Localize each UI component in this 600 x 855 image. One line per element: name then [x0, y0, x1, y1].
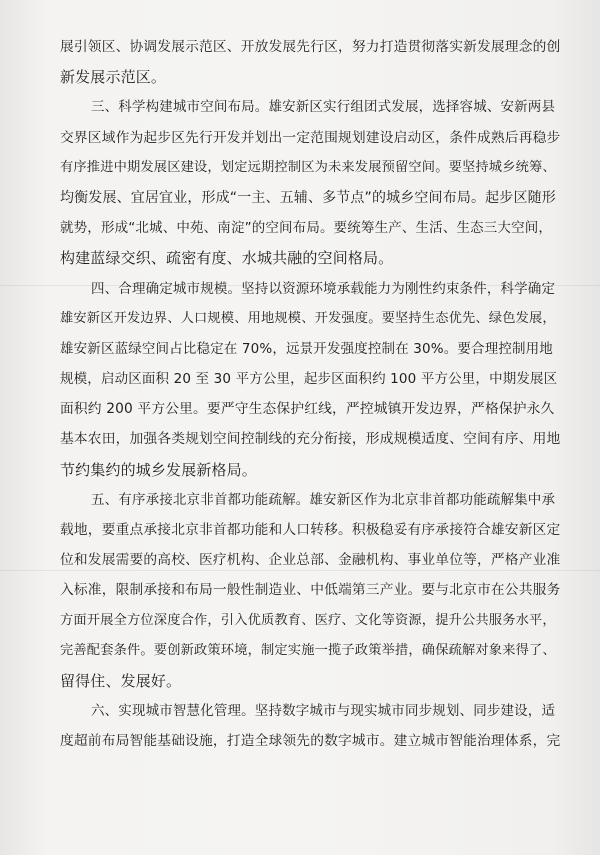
section-5-heading-line: 五、有序承接北京非首都功能疏解。雄安新区作为北京非首都功能疏解集中承: [91, 491, 556, 508]
text-line: 载地，要重点承接北京非首都功能和人口转移。积极稳妥有序承接符合雄安新区定: [60, 522, 560, 538]
text-line: 有序推进中期发展区建设，划定远期控制区为未来发展预留空间。要坚持城乡统筹、: [60, 159, 556, 175]
text-line: 就势，形成“北城、中苑、南淀”的空间布局。要统筹生产、生活、生态三大空间，: [60, 220, 553, 237]
text-line: 节约集约的城乡发展新格局。: [60, 460, 257, 479]
text-line: 度超前布局智能基础设施，打造全球领先的数字城市。建立城市智能治理体系，完: [60, 733, 560, 750]
text-line: 规模，启动区面积 20 至 30 平方公里，起步区面积约 100 平方公里，中期发展区: [60, 371, 558, 388]
text-line: 雄安新区蓝绿空间占比稳定在 70%，远景开发强度控制在 30%。要合理控制用地: [60, 340, 553, 357]
text-line: 雄安新区开发边界、人口规模、用地规模、开发强度。要坚持生态优先、绿色发展，: [60, 310, 556, 326]
text-line: 入标准，限制承接和布局一般性制造业、中低端第三产业。要与北京市在公共服务: [60, 582, 560, 599]
section-3-heading-line: 三、科学构建城市空间布局。雄安新区实行组团式发展，选择容城、安新两县: [91, 99, 556, 116]
text-line: 位和发展需要的高校、医疗机构、企业总部、金融机构、事业单位等，严格产业准: [60, 552, 560, 569]
text-line: 基本农田，加强各类规划空间控制线的充分衔接，形成规模适度、空间有序、用地: [60, 431, 560, 448]
text-line: 方面开展全方位深度合作，引入优质教育、医疗、文化等资源，提升公共服务水平，: [60, 612, 556, 628]
text-line: 均衡发展、宜居宜业，形成“一主、五辅、多节点”的城乡空间布局。起步区随形: [60, 189, 556, 206]
document-body: [60, 32, 560, 757]
text-line: 新发展示范区。: [60, 68, 167, 87]
section-4-heading-line: 四、合理确定城市规模。坚持以资源环境承载能力为刚性约束条件，科学确定: [91, 280, 556, 297]
text-line: 留得住、发展好。: [60, 671, 182, 690]
text-line: 面积约 200 平方公里。要严守生态保护红线，严控城镇开发边界，严格保护永久: [60, 401, 555, 418]
section-6-heading-line: 六、实现城市智慧化管理。坚持数字城市与现实城市同步规划、同步建设，适: [91, 703, 556, 720]
text-line: 展引领区、协调发展示范区、开放发展先行区，努力打造贯彻落实新发展理念的创: [60, 39, 560, 55]
text-line: 交界区域作为起步区先行开发并划出一定范围规划建设启动区，条件成熟后再稳步: [60, 129, 560, 146]
text-line: 构建蓝绿交织、疏密有度、水城共融的空间格局。: [60, 249, 394, 268]
text-line: 完善配套条件。要创新政策环境，制定实施一揽子政策举措，确保疏解对象来得了、: [60, 642, 556, 658]
